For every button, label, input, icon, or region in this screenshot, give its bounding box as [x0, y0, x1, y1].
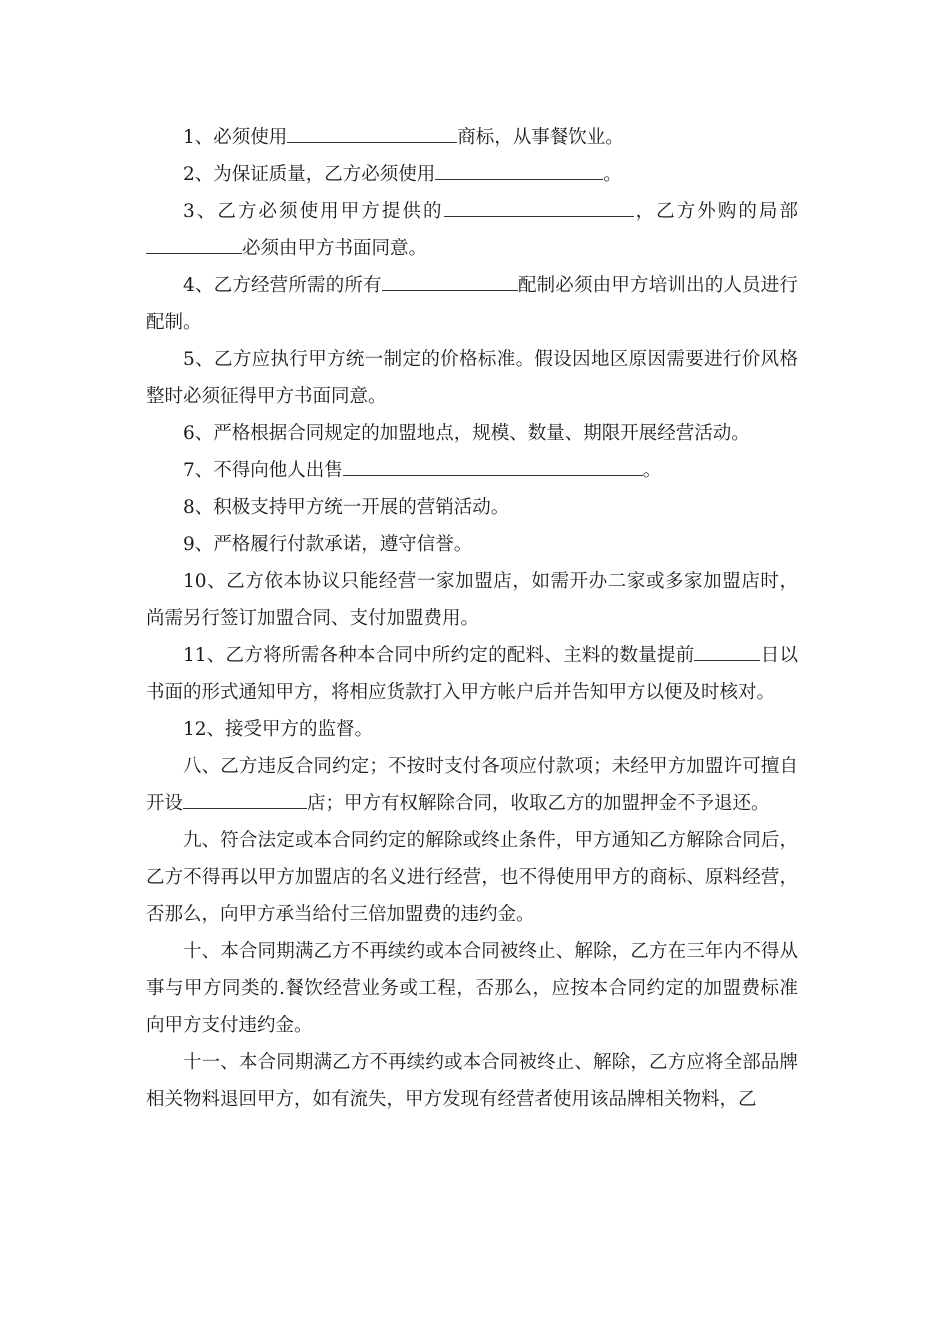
article-10: 十、本合同期满乙方不再续约或本合同被终止、解除，乙方在三年内不得从事与甲方同类的.餐饮经营业务或工程，否那么，应按本合同约定的加盟费标准向甲方支付违约金。 — [146, 941, 798, 1036]
clause-text: ，乙方外购的局部 — [633, 201, 798, 222]
clause-6: 6、严格根据合同规定的加盟地点，规模、数量、期限开展经营活动。 — [183, 423, 750, 444]
clause-1 — [146, 119, 798, 156]
fill-in-blank[interactable] — [183, 788, 307, 809]
clause-10: 10、乙方依本协议只能经营一家加盟店，如需开办二家或多家加盟店时，尚需另行签订加盟合同、支付加盟费用。 — [146, 571, 798, 629]
document-body — [146, 119, 798, 1118]
fill-in-blank[interactable] — [146, 233, 242, 254]
clause-9: 9、严格履行付款承诺，遵守信誉。 — [183, 534, 473, 555]
clause-text: 。 — [642, 460, 662, 481]
clause-12: 12、接受甲方的监督。 — [183, 719, 374, 740]
fill-in-blank[interactable] — [287, 122, 457, 143]
fill-in-blank[interactable] — [435, 159, 603, 180]
clause-7 — [146, 452, 798, 489]
article-8 — [146, 748, 798, 822]
clause-text: 八、乙方违反合同约定；不按时支付各项应付款项；未经甲方加盟许可擅自开设 — [146, 756, 798, 814]
clause-3 — [146, 193, 798, 267]
article-11: 十一、本合同期满乙方不再续约或本合同被终止、解除，乙方应将全部品牌相关物料退回甲方，如有流失，甲方发现有经营者使用该品牌相关物料，乙 — [146, 1052, 798, 1110]
clause-text: 4、乙方经营所需的所有 — [183, 275, 382, 296]
clause-text: 3、乙方必须使用甲方提供的 — [183, 201, 444, 222]
clause-text: 2、为保证质量，乙方必须使用 — [183, 164, 436, 185]
clause-text: 商标，从事餐饮业。 — [457, 127, 624, 148]
fill-in-blank[interactable] — [694, 640, 760, 661]
clause-4 — [146, 267, 798, 341]
fill-in-blank[interactable] — [382, 270, 518, 291]
clause-text: 日以书面的形式通知甲方，将相应货款打入甲方帐户后并告知甲方以便及时核对。 — [146, 645, 798, 703]
clause-text: 11、乙方将所需各种本合同中所约定的配料、主料的数量提前 — [183, 645, 695, 666]
fill-in-blank[interactable] — [444, 196, 634, 217]
clause-11 — [146, 637, 798, 711]
clause-5: 5、乙方应执行甲方统一制定的价格标准。假设因地区原因需要进行价风格整时必须征得甲方书面同意。 — [146, 349, 798, 407]
clause-text: 配制必须由甲方培训出的人员进行配制。 — [146, 275, 798, 333]
clause-text: 1、必须使用 — [183, 127, 288, 148]
clause-2 — [146, 156, 798, 193]
article-9: 九、符合法定或本合同约定的解除或终止条件，甲方通知乙方解除合同后，乙方不得再以甲方加盟店的名义进行经营，也不得使用甲方的商标、原料经营，否那么，向甲方承当给付三倍加盟费的违约金。 — [146, 830, 798, 925]
clause-text: 必须由甲方书面同意。 — [242, 238, 428, 259]
clause-8: 8、积极支持甲方统一开展的营销活动。 — [183, 497, 510, 518]
clause-text: 7、不得向他人出售 — [183, 460, 343, 481]
fill-in-blank[interactable] — [343, 455, 643, 476]
clause-text: 店；甲方有权解除合同，收取乙方的加盟押金不予退还。 — [307, 793, 770, 814]
clause-text: 。 — [603, 164, 622, 185]
